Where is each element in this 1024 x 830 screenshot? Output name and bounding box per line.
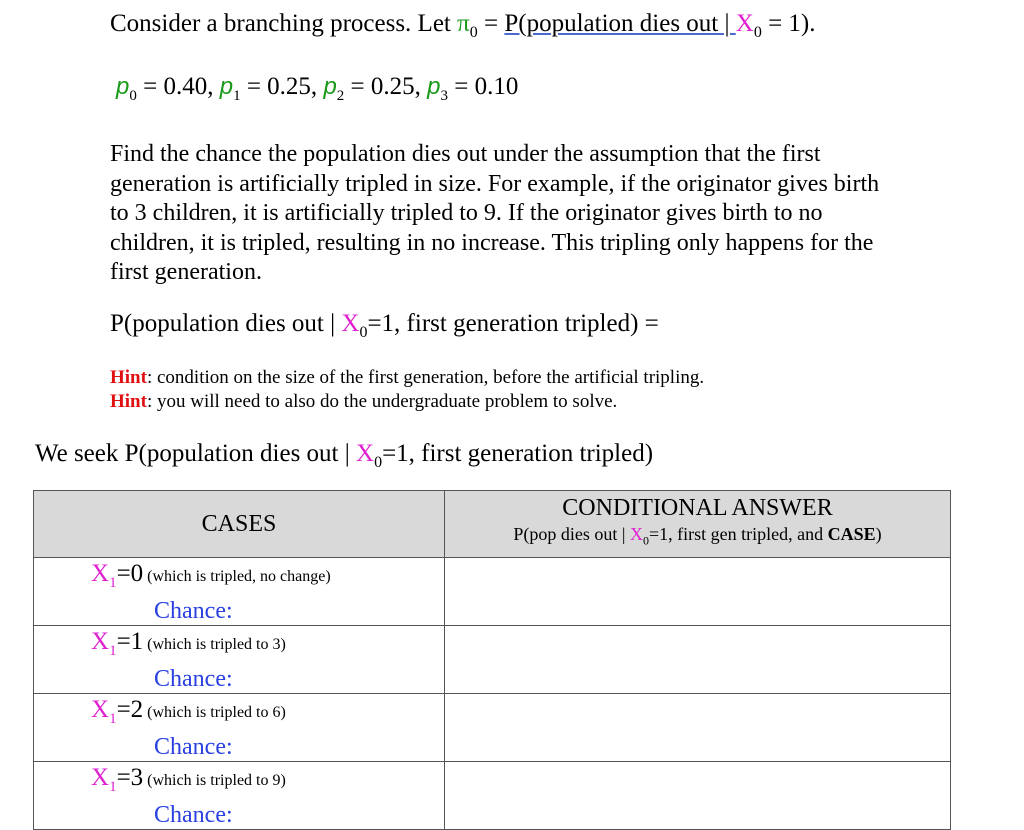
hint-label: Hint [110,367,147,388]
pi-symbol [457,10,478,41]
prob-subscript: 3 [440,88,449,104]
answer-cell[interactable] [445,694,951,762]
question-suffix: =1, first generation tripled) = [367,310,659,337]
case-x: X [91,560,110,587]
answer-sub-prefix: P(pop dies out | [513,523,630,544]
case-eq: =0 [116,560,144,587]
prob-value: = 0.40, [136,73,220,100]
answer-cell[interactable] [445,626,951,694]
prob-subscript: 1 [233,88,241,104]
problem-paragraph [110,140,950,288]
prob-subscript: 2 [336,88,345,104]
case-label [34,694,444,733]
seek-prefix: We seek P(population dies out | [35,440,356,467]
prob-value: = 0.25, [240,73,324,100]
question-line [110,310,659,342]
case-x: X [91,764,110,791]
intro-prefix: Consider a branching process. Let [110,10,458,37]
case-cell [34,694,445,762]
question-x-sub: 0 [359,324,368,341]
question-prefix: P(population dies out | [110,310,342,337]
case-label [34,762,444,801]
seek-x: X [356,440,375,467]
case-note: (which is tripled to 9) [143,772,286,789]
pi-subscript: 0 [469,24,478,41]
table-row [34,558,951,626]
hints-block [110,366,704,414]
prob-symbol: p [116,73,130,100]
intro-ptext: P(population dies out | [504,10,736,37]
table-row [34,762,951,830]
answer-cell[interactable] [445,762,951,830]
case-x: X [91,628,110,655]
hint-label: Hint [110,391,147,412]
case-x-sub: 1 [109,711,117,727]
case-chance: Chance: [154,734,233,760]
prob-value: = 0.25, [344,73,428,100]
prob-value: = 0.10 [448,73,519,100]
case-label [34,626,444,665]
table-header-row [34,491,951,558]
case-x: X [91,696,110,723]
prob-item [323,73,428,104]
answer-sub-x-sub: 0 [642,533,649,548]
paragraph-line: generation is artificially tripled in size. For example, if the originator gives birth [110,170,880,197]
answer-sub-bold: CASE [827,523,876,544]
seek-line [35,440,653,472]
prob-item [427,73,519,104]
paragraph-line: first generation. [110,259,262,285]
paragraph-line: children, it is tripled, resulting in no increase. This tripling only happens for the [110,229,874,256]
answer-header-sub [445,521,950,554]
paragraph-line: to 3 children, it is artificially tripled to 9. If the originator gives birth to no [110,200,823,226]
case-x-sub: 1 [109,779,117,795]
cases-header: CASES [34,491,445,558]
case-cell [34,762,445,830]
probability-list [116,73,518,105]
case-x-sub: 1 [109,643,117,659]
question-x: X [341,310,360,337]
hint-line [110,390,704,414]
case-eq: =2 [116,696,144,723]
case-x-sub: 1 [109,575,117,591]
seek-suffix: =1, first generation tripled) [382,440,654,467]
cases-table [33,490,951,830]
seek-x-sub: 0 [374,454,383,471]
case-chance: Chance: [154,802,233,828]
intro-line [110,10,816,42]
hint-text: : you will need to also do the undergraduate problem to solve. [146,391,618,412]
answer-header-title: CONDITIONAL ANSWER [562,494,833,521]
case-cell [34,626,445,694]
intro-x: X [735,10,754,37]
case-eq: =3 [116,764,144,791]
answer-sub-x: X [629,523,643,544]
prob-item [219,73,324,104]
prob-item [116,73,220,104]
pi-letter: π [457,10,470,37]
hint-text: : condition on the size of the first generation, before the artificial tripling. [146,367,705,388]
answer-cell[interactable] [445,558,951,626]
case-note: (which is tripled, no change) [143,568,331,585]
case-chance: Chance: [154,598,233,624]
case-label [34,558,444,597]
case-eq: =1 [116,628,144,655]
answer-sub-mid: =1, first gen tripled, and [648,523,828,544]
case-note: (which is tripled to 3) [143,636,286,653]
intro-suffix: = 1). [761,10,816,37]
intro-x-sub: 0 [753,24,762,41]
answer-sub-end: ) [875,523,882,544]
prob-symbol: p [323,73,337,100]
prob-subscript: 0 [129,88,137,104]
case-note: (which is tripled to 6) [143,704,286,721]
hint-line [110,366,704,390]
paragraph-line: Find the chance the population dies out under the assumption that the first [110,141,821,167]
case-cell [34,558,445,626]
answer-header [445,491,951,558]
intro-eq: = [477,10,505,37]
case-chance: Chance: [154,666,233,692]
table-row [34,694,951,762]
prob-symbol: p [427,73,441,100]
table-row [34,626,951,694]
prob-symbol: p [219,73,234,100]
